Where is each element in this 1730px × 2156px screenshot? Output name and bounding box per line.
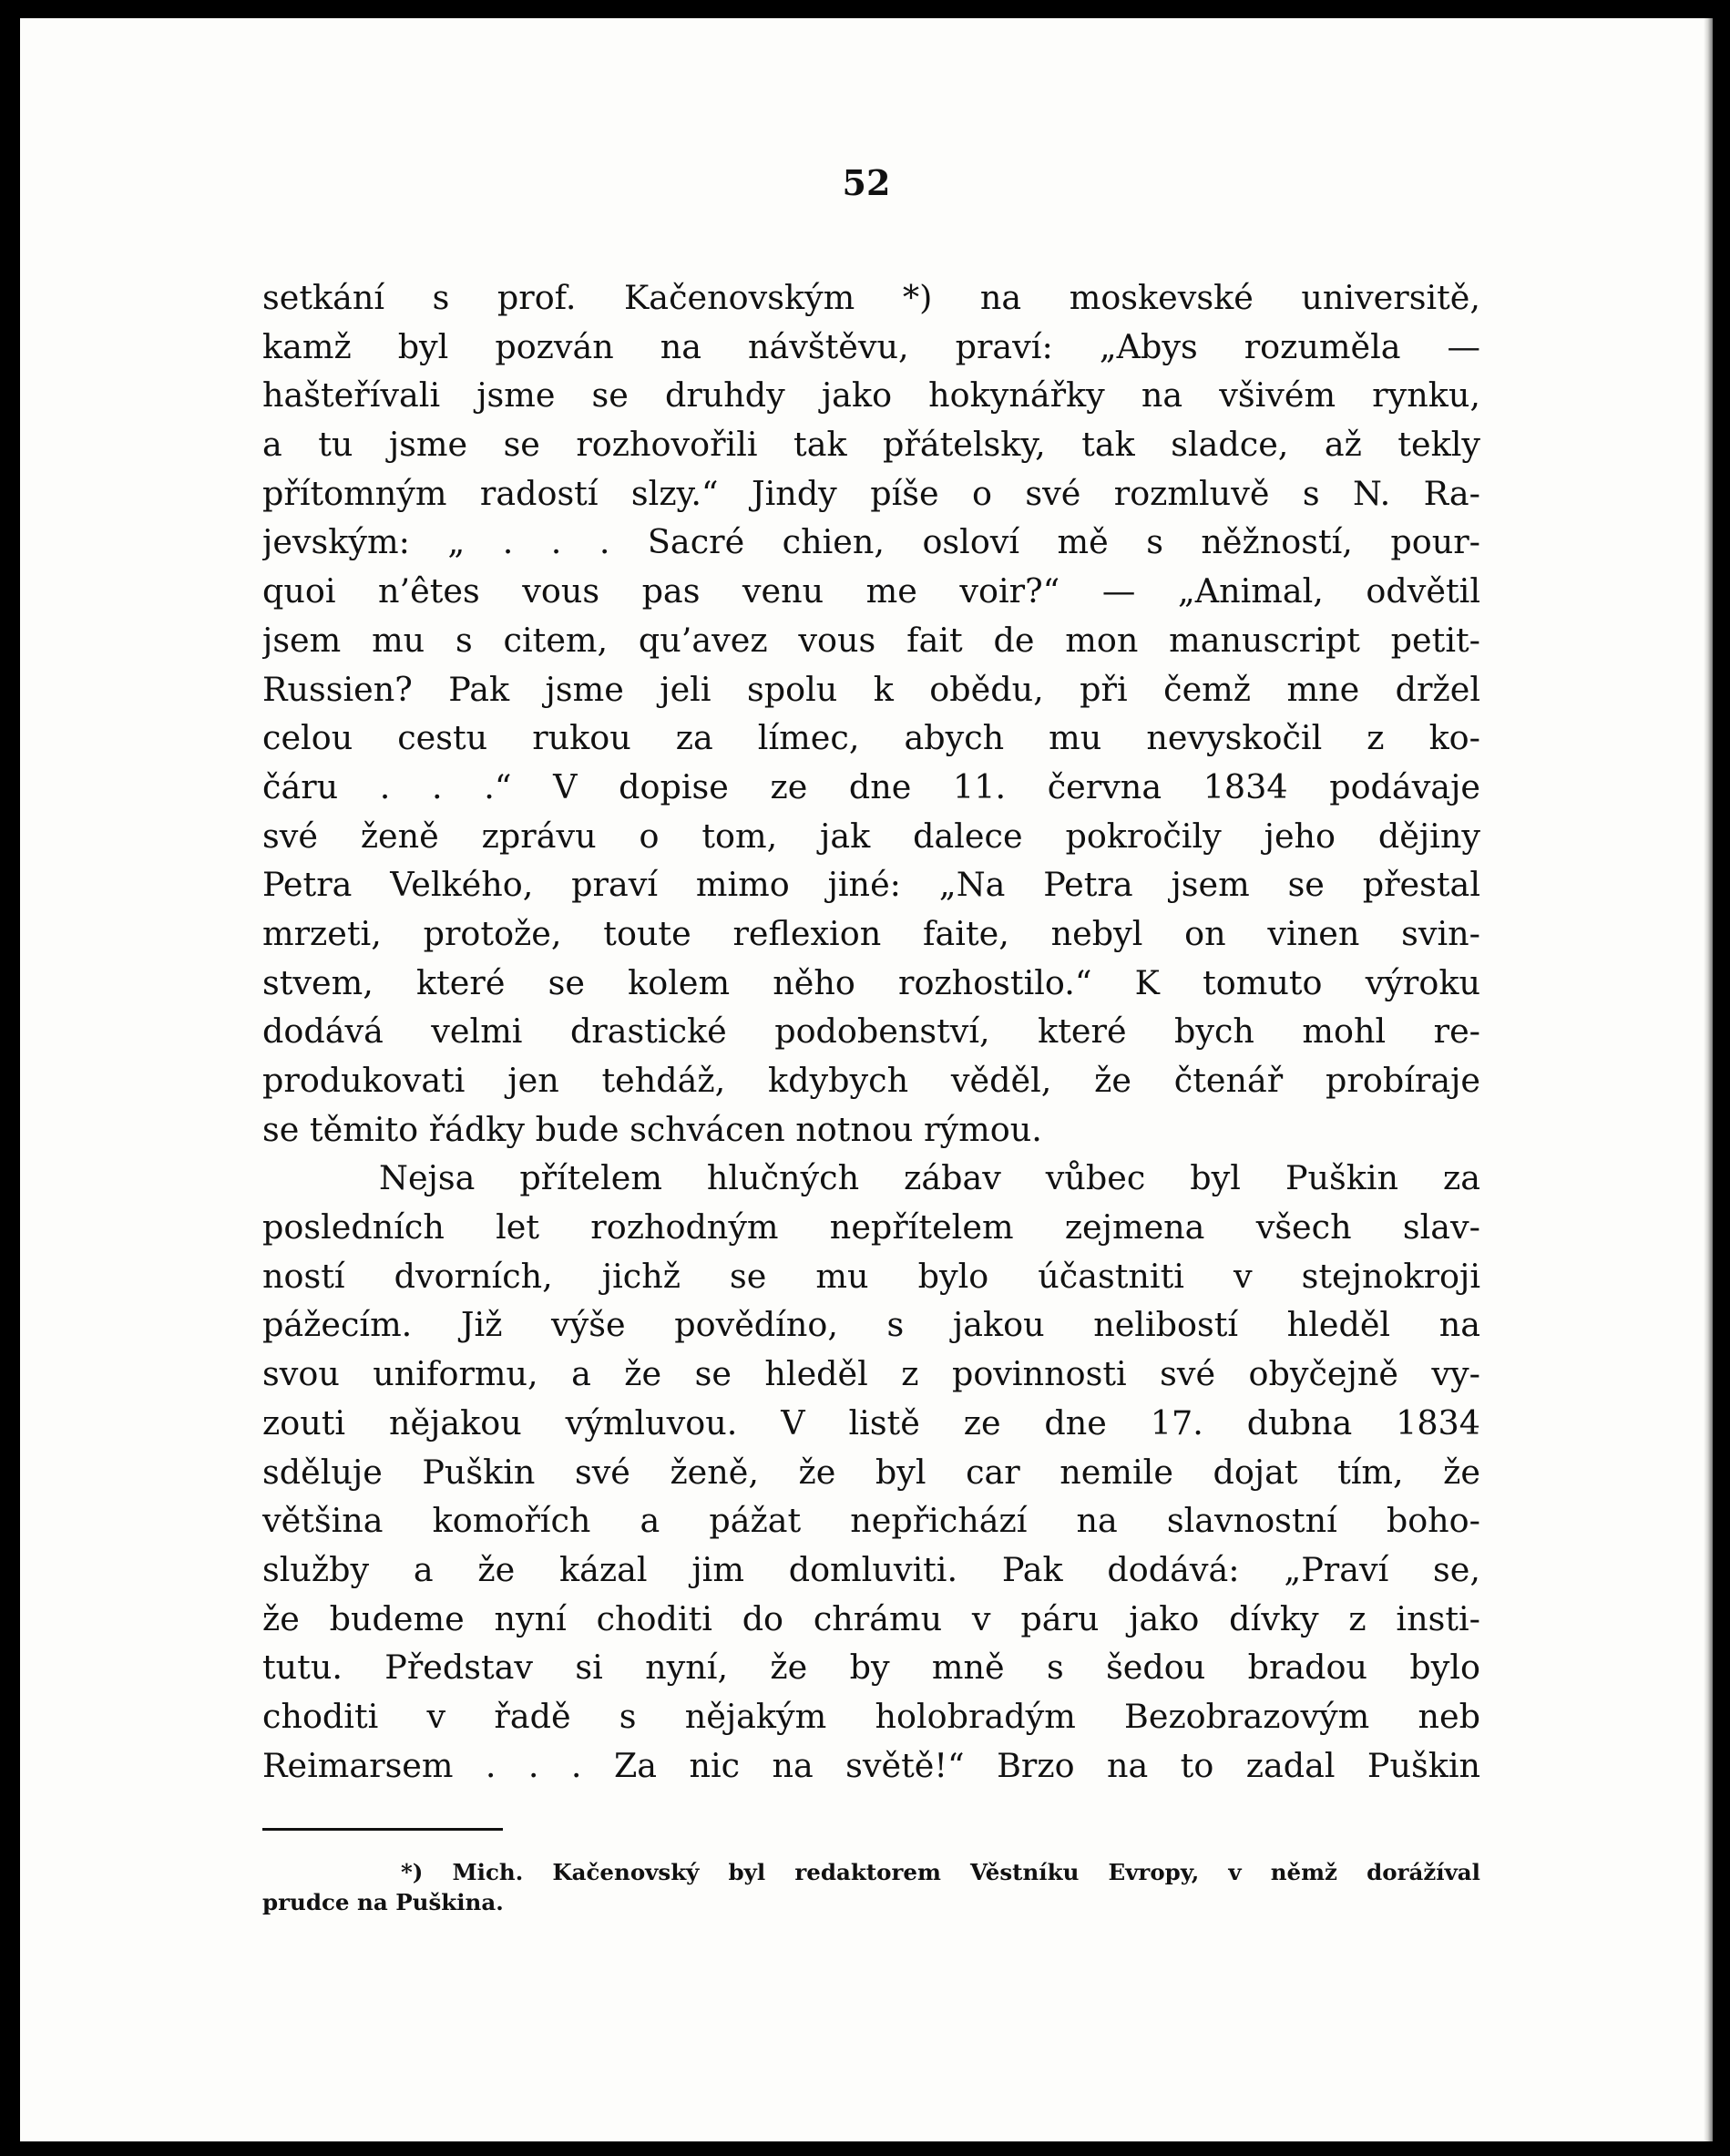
page-number: 52	[842, 162, 891, 203]
book-page	[20, 18, 1713, 2141]
text-line: celou cestu rukou za límec, abych mu nevyskočil z ko-	[262, 718, 1480, 758]
text-line: posledních let rozhodným nepřítelem zejmena všech slav-	[262, 1207, 1480, 1247]
text-line: tutu. Představ si nyní, že by mně s šedou bradou bylo	[262, 1648, 1480, 1688]
text-line: stvem, které se kolem něho rozhostilo.“ K tomuto výroku	[262, 962, 1480, 1002]
text-line: dodává velmi drastické podobenství, které bych mohl re-	[262, 1011, 1480, 1052]
text-line: přítomným radostí slzy.“ Jindy píše o své rozmluvě s N. Ra-	[262, 473, 1480, 513]
footnote	[262, 1857, 1480, 1917]
text-line: mrzeti, protože, toute reflexion faite, nebyl on vinen svin-	[262, 913, 1480, 953]
text-line: své ženě zprávu o tom, jak dalece pokročily jeho dějiny	[262, 816, 1480, 856]
text-line: jevským: „ . . . Sacré chien, osloví mě s něžností, pour-	[262, 522, 1480, 562]
text-line: svou uniformu, a že se hleděl z povinnosti své obyčejně vy-	[262, 1354, 1480, 1394]
text-line: služby a že kázal jim domluviti. Pak dodává: „Praví se,	[262, 1549, 1480, 1589]
text-line: zouti nějakou výmluvou. V listě ze dne 17. dubna 1834	[262, 1402, 1480, 1442]
text-line: setkání s prof. Kačenovským *) na moskevské universitě,	[262, 278, 1480, 317]
text-line: Russien? Pak jsme jeli spolu k obědu, při čemž mne držel	[262, 669, 1480, 709]
text-line: Petra Velkého, praví mimo jiné: „Na Petra jsem se přestal	[262, 865, 1480, 905]
body-text	[262, 273, 1480, 1790]
paragraph-start-line: Nejsa přítelem hlučných zábav vůbec byl Puškin za	[379, 1158, 1480, 1198]
text-line: a tu jsme se rozhovořili tak přátelsky, tak sladce, až tekly	[262, 425, 1480, 465]
text-line: že budeme nyní choditi do chrámu v páru jako dívky z insti-	[262, 1598, 1480, 1638]
paragraph-end-line: se těmito řádky bude schvácen notnou rýmou.	[262, 1109, 1042, 1149]
page-edge-shadow	[1704, 18, 1713, 2141]
text-line: choditi v řadě s nějakým holobradým Bezobrazovým neb	[262, 1696, 1480, 1736]
text-line: kamž byl pozván na návštěvu, praví: „Abys rozuměla —	[262, 326, 1480, 366]
text-line: Reimarsem . . . Za nic na světě!“ Brzo na to zadal Puškin	[262, 1745, 1480, 1785]
text-line: hašteřívali jsme se druhdy jako hokynářky na všivém rynku,	[262, 375, 1480, 416]
text-line: sděluje Puškin své ženě, že byl car nemile dojat tím, že	[262, 1452, 1480, 1492]
text-line: ností dvorních, jichž se mu bylo účastniti v stejnokroji	[262, 1256, 1480, 1296]
text-line: pážecím. Již výše povědíno, s jakou nelibostí hleděl na	[262, 1305, 1480, 1345]
footnote-line: *) Mich. Kačenovský byl redaktorem Věstníku Evropy, v němž dorážíval	[401, 1859, 1480, 1885]
text-line: většina komořích a pážat nepřichází na slavnostní boho-	[262, 1501, 1480, 1541]
text-line: produkovati jen tehdáž, kdybych věděl, že čtenář probíraje	[262, 1061, 1480, 1100]
footnote-line: prudce na Puškina.	[262, 1889, 504, 1915]
text-line: quoi n’êtes vous pas venu me voir?“ — „Animal, odvětil	[262, 571, 1480, 611]
footnote-divider	[262, 1828, 503, 1831]
text-line: jsem mu s citem, qu’avez vous fait de mon manuscript petit-	[262, 620, 1480, 660]
text-line: čáru . . .“ V dopise ze dne 11. června 1834 podávaje	[262, 766, 1480, 806]
